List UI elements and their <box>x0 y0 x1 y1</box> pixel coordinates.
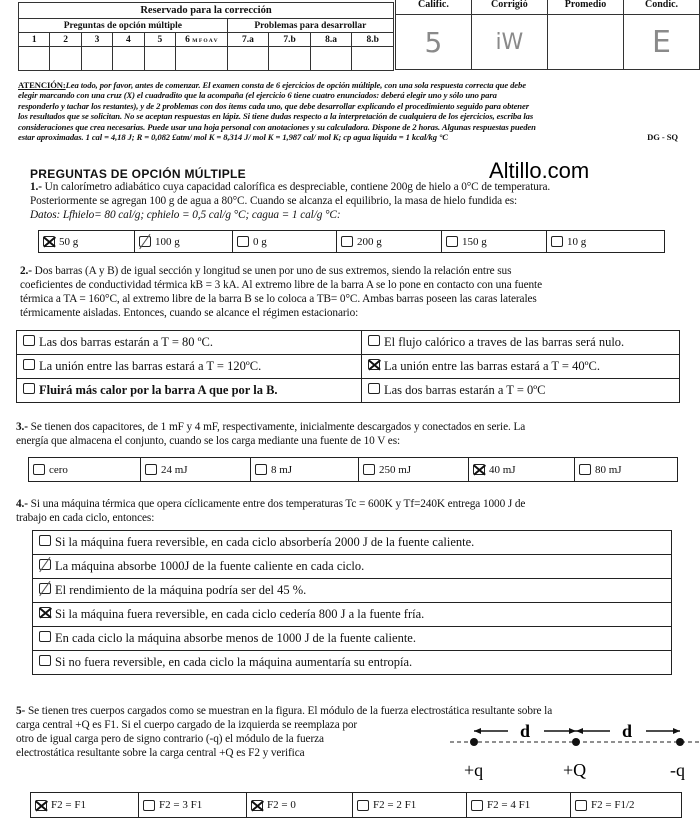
q4-option[interactable]: En cada ciclo la máquina absorbe menos de 1000 J de la fuente caliente. <box>33 627 672 651</box>
checkbox-icon[interactable] <box>368 383 380 394</box>
col-3: 3 <box>81 33 112 47</box>
q3-option[interactable]: 24 mJ <box>141 458 251 481</box>
question-5: 5- Se tienen tres cuerpos cargados como se muestran en la figura. El módulo de la fuerza electrostática resultante sobre la carga central +Q es F1. Si el cuerpo cargado de la izquierda se reemplaza por otro de igual carga pero de signo contrario (-q) el módulo de la fuerza electrostática resultante sobre la carga central +Q es F2 y verifica <box>16 705 553 759</box>
atencion-label: ATENCIÓN: <box>18 80 66 90</box>
q3-options <box>28 457 678 482</box>
checkbox-icon[interactable] <box>473 464 485 475</box>
q5-option[interactable]: F2 = 3 F1 <box>139 793 247 817</box>
q3-option[interactable]: 80 mJ <box>575 458 677 481</box>
preguntas-label: Preguntas de opción múltiple <box>19 19 228 33</box>
distance-label: d <box>622 721 633 741</box>
q5-option[interactable]: F2 = F1/2 <box>571 793 681 817</box>
col-6: 6 M F O A V <box>176 33 228 47</box>
arrow-head-icon <box>576 728 583 734</box>
calific-value: 5 <box>396 15 472 70</box>
checkbox-icon[interactable] <box>39 607 51 618</box>
q4-option[interactable]: Si la máquina fuera reversible, en cada ciclo absorbería 2000 J de la fuente caliente. <box>33 531 672 555</box>
checkbox-icon[interactable] <box>39 631 51 642</box>
col-4: 4 <box>113 33 144 47</box>
q1-options <box>38 230 665 253</box>
instructions-block: ATENCIÓN:Lea todo, por favor, antes de comenzar. El examen consta de 6 ejercicios de opción múltiple, con una sola respuesta correcta que debe elegir marcando con una cruz (X) el cuadradito que la acompaña (el ejercicio 6 tiene cuatro enunciados: deberá elegir uno y sólo uno para responderlo y tachar los restantes), y de 2 problemas con dos ítems cada uno, que debe desarrollar explicando el procedimiento seguido para obtener los resultados que se solicitan. No se aceptan respuestas en lápiz. Si tiene dudas respecto a la interpretación de cualquiera de los ejercicios, escriba las consideraciones que crea necesarias. Puede usar una hoja personal con anotaciones y su calculadora. Dispone de 2 horas. Algunas respuestas pueden estar aproximadas. 1 cal = 4,18 J; R = 0,082 £atm/ mol K = 8,314 J/ mol K = 1,987 cal/ mol K; cp agua líquida = 1 kcal/kg °C DG - SQ <box>18 80 678 143</box>
checkbox-icon[interactable] <box>251 800 263 811</box>
arrow-head-icon <box>673 728 680 734</box>
q5-option[interactable]: F2 = F1 <box>31 793 139 817</box>
charge-label: +Q <box>563 760 587 780</box>
correction-table <box>18 2 394 71</box>
col-2: 2 <box>50 33 81 47</box>
col-1: 1 <box>19 33 50 47</box>
watermark-text: Altillo.com <box>489 158 590 183</box>
score-cell <box>19 47 50 71</box>
question-4: 4.- Si una máquina térmica que opera cíclicamente entre dos temperaturas Tc = 600K y Tf=240K entrega 1000 J de trabajo en cada ciclo, entonces: <box>16 498 526 524</box>
charge-center <box>572 738 580 746</box>
checkbox-icon[interactable] <box>43 236 55 247</box>
q5-options <box>30 792 682 818</box>
checkbox-icon[interactable] <box>368 335 380 346</box>
score-cell <box>310 47 352 71</box>
q5-option[interactable]: F2 = 4 F1 <box>467 793 571 817</box>
q1-option[interactable]: 0 g <box>233 231 337 252</box>
charge-label: -q <box>670 760 685 780</box>
q4-option[interactable]: El rendimiento de la máquina podría ser del 45 %. <box>33 579 672 603</box>
promedio-label: Promedio <box>547 0 623 15</box>
col-8b: 8.b <box>352 33 394 47</box>
score-cell <box>50 47 81 71</box>
score-cell <box>113 47 144 71</box>
checkbox-icon[interactable] <box>255 464 267 475</box>
checkbox-icon[interactable] <box>575 800 587 811</box>
score-cell <box>227 47 269 71</box>
q2-option[interactable]: La unión entre las barras estará a T = 120ºC. <box>17 355 362 379</box>
q2-option[interactable]: La unión entre las barras estará a T = 40ºC. <box>362 355 680 379</box>
checkbox-icon[interactable] <box>139 236 151 247</box>
q2-options <box>16 330 680 403</box>
q4-option[interactable]: La máquina absorbe 1000J de la fuente caliente en cada ciclo. <box>33 555 672 579</box>
q1-option[interactable]: 100 g <box>135 231 233 252</box>
checkbox-icon[interactable] <box>35 800 47 811</box>
reservado-label: Reservado para la corrección <box>19 3 394 19</box>
checkbox-icon[interactable] <box>33 464 45 475</box>
checkbox-icon[interactable] <box>145 464 157 475</box>
q2-option[interactable]: Las dos barras estarán a T = 0ºC <box>362 379 680 403</box>
checkbox-icon[interactable] <box>368 359 380 370</box>
q3-option[interactable]: 40 mJ <box>469 458 575 481</box>
problemas-label: Problemas para desarrollar <box>227 19 393 33</box>
condic-label: Condic. <box>624 0 700 15</box>
promedio-value <box>547 15 623 70</box>
score-cell <box>81 47 112 71</box>
checkbox-icon[interactable] <box>39 535 51 546</box>
score-cell <box>176 47 228 71</box>
condic-value: E <box>624 15 700 70</box>
checkbox-icon[interactable] <box>23 335 35 346</box>
q1-option[interactable]: 10 g <box>547 231 664 252</box>
charge-left <box>470 738 478 746</box>
score-cell <box>269 47 311 71</box>
q3-option[interactable]: 250 mJ <box>359 458 469 481</box>
q1-option[interactable]: 50 g <box>39 231 135 252</box>
checkbox-icon[interactable] <box>23 383 35 394</box>
col-8a: 8.a <box>310 33 352 47</box>
q4-options <box>32 530 672 675</box>
grade-table <box>395 0 700 70</box>
q2-option[interactable]: Las dos barras estarán a T = 80 ºC. <box>17 331 362 355</box>
score-cell <box>144 47 175 71</box>
checkbox-icon[interactable] <box>579 464 591 475</box>
checkbox-icon[interactable] <box>39 655 51 666</box>
distance-label: d <box>520 721 531 741</box>
q5-option[interactable]: F2 = 2 F1 <box>353 793 467 817</box>
q4-option[interactable]: Si la máquina fuera reversible, en cada ciclo cedería 800 J a la fuente fría. <box>33 603 672 627</box>
charge-label: +q <box>464 760 484 780</box>
checkbox-icon[interactable] <box>143 800 155 811</box>
checkbox-icon[interactable] <box>357 800 369 811</box>
checkbox-icon[interactable] <box>39 583 51 594</box>
course-code: DG - SQ <box>647 132 678 143</box>
col-5: 5 <box>144 33 175 47</box>
q1-option[interactable]: 200 g <box>337 231 442 252</box>
q2-option[interactable]: Fluirá más calor por la barra A que por la B. <box>17 379 362 403</box>
q5-option[interactable]: F2 = 0 <box>247 793 353 817</box>
q2-option[interactable]: El flujo calórico a traves de las barras será nulo. <box>362 331 680 355</box>
arrow-head-icon <box>474 728 481 734</box>
q3-option[interactable]: cero <box>29 458 141 481</box>
calific-label: Calific. <box>396 0 472 15</box>
question-1: 1.- Un calorímetro adiabático cuya capacidad calorífica es despreciable, contiene 200g de hielo a 0°C de temperatura. Posteriormente se agregan 100 g de agua a 80°C. Cuando se alcanza el equilibrio, la masa de hielo fundida es: Datos: Lfhielo= 80 cal/g; cphielo = 0,5 cal/g °C; cagua = 1 cal/g °C: <box>30 181 551 221</box>
question-3: 3.- Se tienen dos capacitores, de 1 mF y 4 mF, respectivamente, inicialmente descargados y conectados en serie. La energía que almacena el conjunto, cuando se los carga mediante una fuente de 10 V es: <box>16 421 526 447</box>
arrow-head-icon <box>569 728 576 734</box>
question-2: 2.- Dos barras (A y B) de igual sección y longitud se unen por uno de sus extremos, siendo la relación entre sus coeficientes de conductividad térmica kB = 3 kA. Al extremo libre de la barra A se lo pone en contacto con una fuente térmica a TA = 160°C, al extremo libre de la barra B se lo coloca a TB= 0°C. Ambas barras poseen las caras laterales térmicamente aisladas. Entonces, cuando se alcance el régimen estacionario: <box>20 265 542 319</box>
checkbox-icon[interactable] <box>341 236 353 247</box>
charges-figure <box>450 716 700 786</box>
corrigio-label: Corrigió <box>471 0 547 15</box>
col-7b: 7.b <box>269 33 311 47</box>
checkbox-icon[interactable] <box>23 359 35 370</box>
section-title: PREGUNTAS DE OPCIÓN MÚLTIPLE <box>30 167 246 181</box>
checkbox-icon[interactable] <box>39 559 51 570</box>
checkbox-icon[interactable] <box>237 236 249 247</box>
q4-option[interactable]: Si no fuera reversible, en cada ciclo la máquina aumentaría su entropía. <box>33 651 672 675</box>
corrigio-value: iW <box>471 15 547 70</box>
charge-right <box>676 738 684 746</box>
checkbox-icon[interactable] <box>551 236 563 247</box>
col-7a: 7.a <box>227 33 269 47</box>
checkbox-icon[interactable] <box>446 236 458 247</box>
checkbox-icon[interactable] <box>363 464 375 475</box>
checkbox-icon[interactable] <box>471 800 483 811</box>
score-cell <box>352 47 394 71</box>
q3-option[interactable]: 8 mJ <box>251 458 359 481</box>
q1-option[interactable]: 150 g <box>442 231 547 252</box>
